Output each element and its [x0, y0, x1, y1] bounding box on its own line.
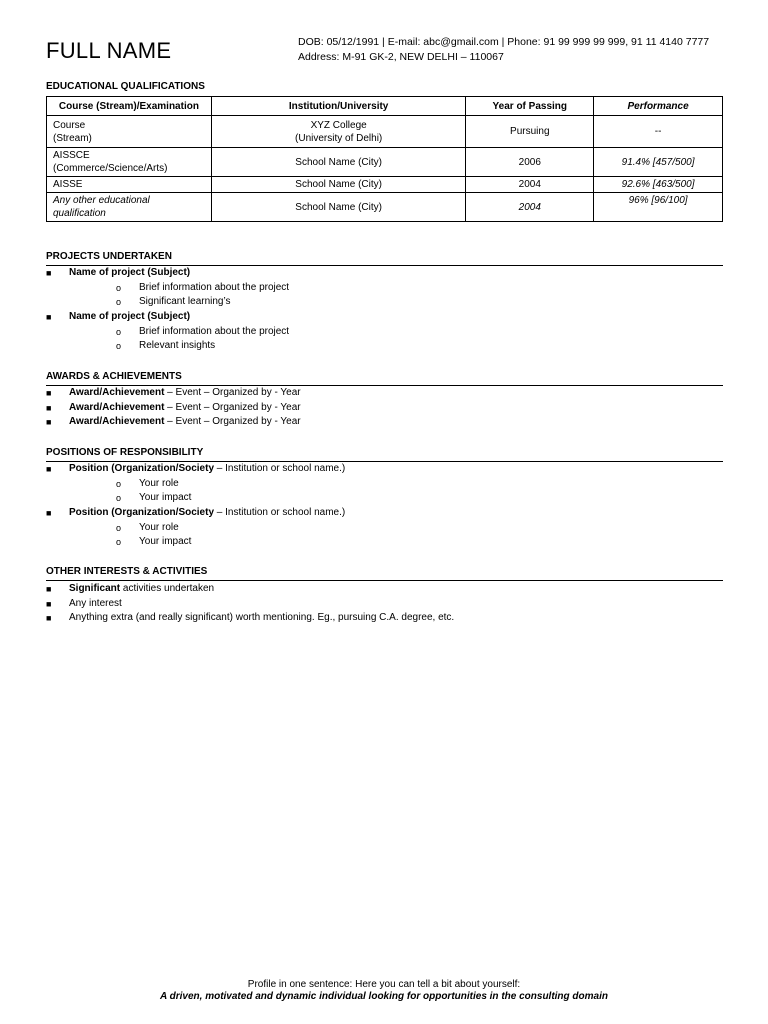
- column-header-institution: Institution/University: [211, 97, 466, 116]
- square-bullet-icon: ■: [46, 508, 52, 519]
- circle-bullet-icon: o: [116, 282, 122, 293]
- full-name: FULL NAME: [46, 38, 172, 63]
- year-cell: 2004: [466, 177, 594, 193]
- profile-tagline: A driven, motivated and dynamic individual looking for opportunities in the consulting domain: [160, 991, 608, 1002]
- project-name: Name of project (Subject): [69, 311, 191, 323]
- education-title: EDUCATIONAL QUALIFICATIONS: [46, 81, 205, 92]
- position-detail: Your impact: [139, 492, 192, 504]
- table-row: [47, 116, 723, 148]
- project-detail: Relevant insights: [139, 340, 216, 352]
- performance-cell: 92.6% [463/500]: [594, 177, 723, 193]
- course-name: Course: [53, 119, 86, 131]
- education-header-row: [47, 97, 723, 116]
- award-name: Award/Achievement: [69, 387, 165, 398]
- award-name: Award/Achievement: [69, 416, 165, 428]
- square-bullet-icon: ■: [46, 584, 52, 594]
- square-bullet-icon: ■: [46, 402, 52, 413]
- circle-bullet-icon: o: [116, 493, 122, 504]
- award-detail: – Event – Organized by - Year: [164, 401, 301, 413]
- year-cell: 2004: [466, 193, 594, 222]
- interest-detail: Anything extra (and really significant) worth mentioning. Eg., pursuing C.A. degree, etc.: [69, 612, 455, 624]
- institution-cell: [211, 116, 466, 148]
- interests-title: OTHER INTERESTS & ACTIVITIES: [46, 566, 208, 577]
- contact-block: [298, 35, 709, 65]
- square-bullet-icon: ■: [46, 464, 52, 474]
- positions-title: POSITIONS OF RESPONSIBILITY: [46, 447, 204, 458]
- institution-cell: School Name (City): [211, 193, 466, 222]
- address-line: Address: M-91 GK-2, NEW DELHI – 110067: [298, 51, 504, 63]
- year-cell: Pursuing: [466, 116, 594, 148]
- awards-title: AWARDS & ACHIEVEMENTS: [46, 371, 182, 382]
- award-detail: – Event – Organized by - Year: [164, 387, 301, 398]
- table-row: [47, 193, 723, 222]
- square-bullet-icon: ■: [46, 388, 52, 398]
- education-table: [46, 96, 723, 222]
- course-name: AISSCE: [53, 150, 90, 161]
- square-bullet-icon: ■: [46, 268, 52, 278]
- position-name: Position (Organization/Society: [69, 507, 215, 519]
- contact-line: DOB: 05/12/1991 | E-mail: abc@gmail.com | Phone: 91 99 999 99 999, 91 11 4140 7777: [298, 36, 710, 48]
- course-name: Any other educational: [53, 195, 150, 206]
- circle-bullet-icon: o: [116, 537, 122, 548]
- position-detail: Your role: [139, 521, 179, 533]
- position-org: – Institution or school name.): [214, 463, 346, 474]
- circle-bullet-icon: o: [116, 341, 122, 352]
- institution-cell: School Name (City): [211, 148, 466, 177]
- project-detail: Brief information about the project: [139, 281, 290, 293]
- position-detail: Your role: [139, 477, 179, 489]
- course-stream: qualification: [53, 208, 106, 219]
- interest-highlight: Significant: [69, 583, 121, 594]
- projects-title: PROJECTS UNDERTAKEN: [46, 251, 172, 262]
- position-detail: Your impact: [139, 536, 192, 548]
- course-cell: [47, 116, 212, 148]
- university-name: (University of Delhi): [295, 132, 383, 144]
- interest-detail: Any interest: [69, 597, 122, 609]
- course-cell: AISSE: [47, 177, 212, 193]
- course-stream: (Stream): [53, 132, 92, 144]
- course-cell: [47, 193, 212, 222]
- course-stream: (Commerce/Science/Arts): [53, 163, 168, 174]
- column-header-performance: Performance: [594, 97, 723, 116]
- position-name: Position (Organization/Society: [69, 463, 215, 474]
- project-detail: Brief information about the project: [139, 325, 290, 337]
- interest-detail: activities undertaken: [120, 583, 215, 594]
- column-header-year: Year of Passing: [466, 97, 594, 116]
- performance-cell: --: [594, 116, 723, 148]
- institution-cell: School Name (City): [211, 177, 466, 193]
- table-row: [47, 177, 723, 193]
- project-detail: Significant learning’s: [139, 296, 231, 308]
- project-name: Name of project (Subject): [69, 267, 191, 278]
- performance-cell: 91.4% [457/500]: [594, 148, 723, 177]
- year-cell: 2006: [466, 148, 594, 177]
- award-detail: – Event – Organized by - Year: [164, 416, 301, 428]
- column-header-course: Course (Stream)/Examination: [47, 97, 212, 116]
- performance-cell: 96% [96/100]: [594, 193, 723, 222]
- circle-bullet-icon: o: [116, 326, 122, 337]
- profile-text: Here you can tell a bit about yourself:: [352, 979, 521, 990]
- square-bullet-icon: ■: [46, 598, 52, 609]
- circle-bullet-icon: o: [116, 478, 122, 489]
- profile-line: [0, 979, 768, 990]
- square-bullet-icon: ■: [46, 417, 52, 428]
- course-cell: [47, 148, 212, 177]
- table-row: [47, 148, 723, 177]
- circle-bullet-icon: o: [116, 297, 122, 308]
- square-bullet-icon: ■: [46, 613, 52, 624]
- position-org: – Institution or school name.): [214, 507, 346, 519]
- award-name: Award/Achievement: [69, 401, 165, 413]
- institution-name: XYZ College: [310, 119, 367, 131]
- profile-label: Profile in one sentence:: [247, 979, 353, 990]
- interests-divider: [46, 580, 723, 581]
- circle-bullet-icon: o: [116, 522, 122, 533]
- square-bullet-icon: ■: [46, 312, 52, 323]
